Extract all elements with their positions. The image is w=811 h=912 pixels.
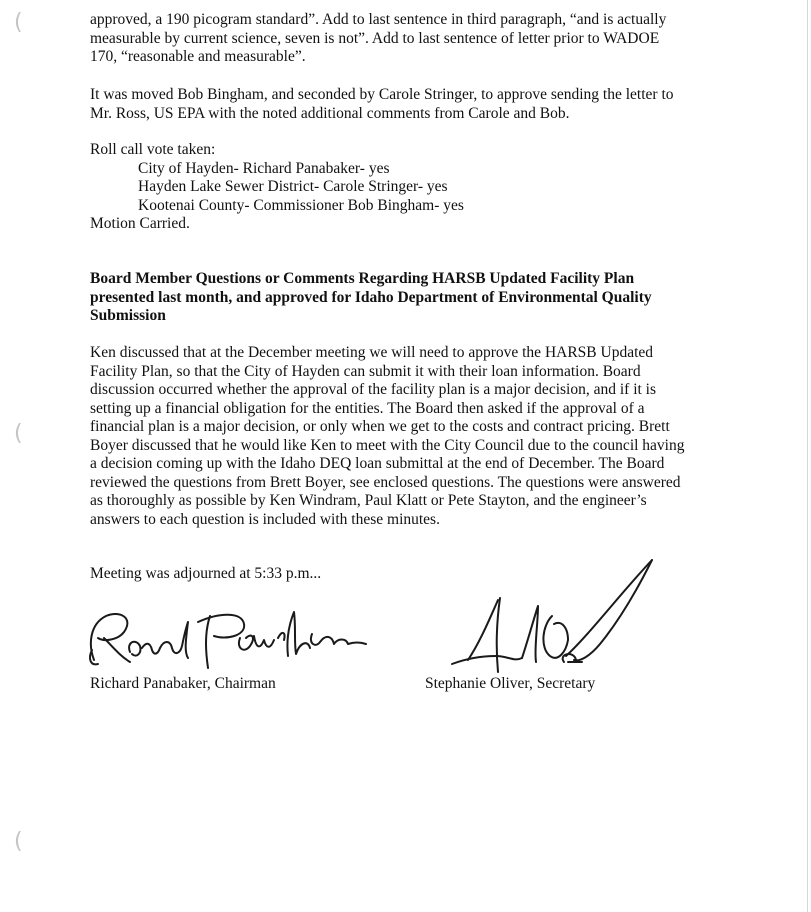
text-line: a decision coming up with the Idaho DEQ loan submittal at the end of December. The Board [90, 455, 665, 472]
text-line: 170, “reasonable and measurable”. [90, 48, 306, 65]
punch-hole-mark: ( [14, 421, 23, 446]
secretary-caption: Stephanie Oliver, Secretary [425, 675, 596, 692]
secretary-signature [440, 552, 670, 677]
text-line: reviewed the questions from Brett Boyer, see enclosed questions. The questions were answered [90, 473, 681, 491]
text-line: Boyer discussed that he would like Ken to meet with the City Council due to the council having [90, 436, 685, 454]
discussion-paragraph [90, 344, 710, 529]
text-line: measurable by current science, seven is not”. Add to last sentence of letter prior to WADOE [90, 29, 660, 47]
text-line: financial plan is a major decision, or only when we get to the costs and contract pricing. Brett [90, 418, 670, 435]
chairman-signature [80, 598, 370, 678]
punch-hole-mark: ( [14, 10, 23, 35]
heading-line: Board Member Questions or Comments Regarding HARSB Updated Facility Plan [90, 270, 635, 287]
vote-line: City of Hayden- Richard Panabaker- yes [138, 159, 390, 177]
adjournment-text: Meeting was adjourned at 5:33 p.m... [90, 565, 322, 582]
roll-call-intro: Roll call vote taken: [90, 141, 216, 158]
punch-hole-mark: ( [14, 829, 23, 854]
text-line: Facility Plan, so that the City of Hayden can submit it with their loan information. Board [90, 362, 641, 380]
roll-call-vote [90, 141, 710, 234]
text-line: as thoroughly as possible by Ken Windram, Paul Klatt or Pete Stayton, and the engineer’s [90, 492, 647, 509]
chairman-caption: Richard Panabaker, Chairman [90, 675, 276, 692]
vote-line: Kootenai County- Commissioner Bob Bingham- yes [138, 196, 464, 214]
text-line: Mr. Ross, US EPA with the noted additional comments from Carole and Bob. [90, 104, 570, 122]
heading-line: presented last month, and approved for Idaho Department of Environmental Quality [90, 288, 652, 306]
motion-result: Motion Carried. [90, 215, 190, 232]
text-line: setting up a financial obligation for the entities. The Board then asked if the approval of a [90, 399, 645, 417]
text-line: It was moved Bob Bingham, and seconded by Carole Stringer, to approve sending the letter to [90, 86, 674, 103]
text-line: discussion occurred whether the approval of the facility plan is a major decision, and if it is [90, 381, 657, 398]
text-line: approved, a 190 picogram standard”. Add to last sentence in third paragraph, “and is actually [90, 11, 667, 28]
page-edge [807, 0, 808, 912]
text-line: answers to each question is included with these minutes. [90, 510, 440, 528]
text-line: Ken discussed that at the December meeting we will need to approve the HARSB Updated [90, 344, 654, 361]
section-heading [90, 270, 710, 326]
heading-line: Submission [90, 307, 166, 324]
motion-paragraph [90, 86, 710, 123]
amendment-paragraph [90, 11, 710, 67]
vote-line: Hayden Lake Sewer District- Carole Stringer- yes [138, 178, 448, 195]
